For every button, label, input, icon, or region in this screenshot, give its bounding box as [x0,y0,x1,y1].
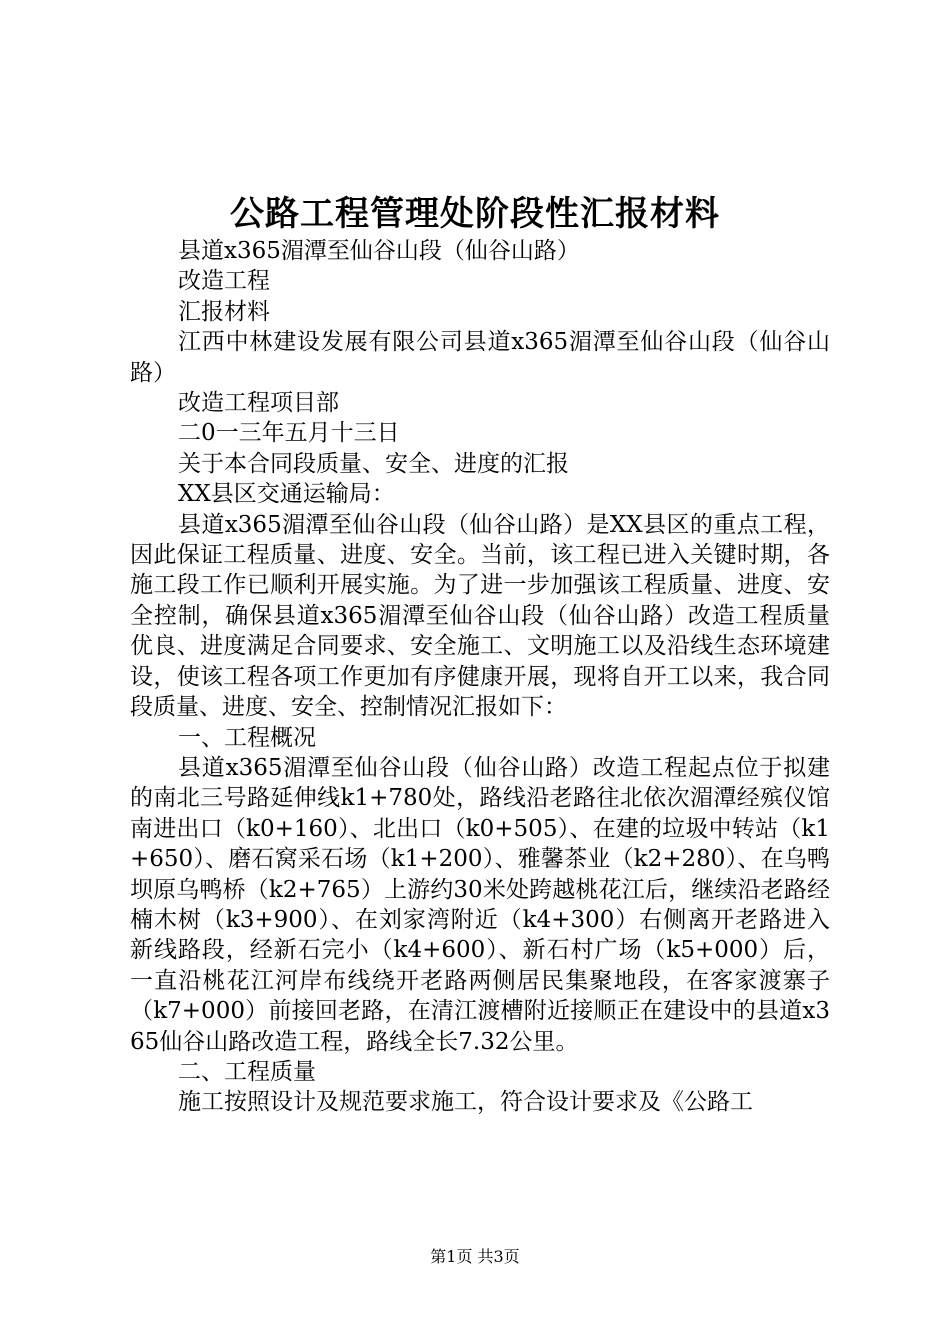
paragraph: 施工按照设计及规范要求施工，符合设计要求及《公路工 [178,1089,753,1116]
paragraph: 关于本合同段质量、安全、进度的汇报 [178,450,569,477]
paragraph: 二0一三年五月十三日 [178,420,400,447]
document-title: 公路工程管理处阶段性汇报材料 [230,194,720,234]
paragraph: 县道x365湄潭至仙谷山段（仙谷山路）是XX县区的重点工程，因此保证工程质量、进度、安全。当前，该工程已进入关键时期，各施工段工作已顺利开展实施。为了进一步加强该工程质量、进度、安全控制，确保县道x365湄潭至仙谷山段（仙谷山路）改造工程质量优良、进度满足合同要求、安全施工、文明施工以及沿线生态环境建设，使该工程各项工作更加有序健康开展，现将自开工以来，我合同段质量、进度、安全、控制情况汇报如下： [130,511,830,721]
paragraph: 改造工程项目部 [178,390,339,417]
paragraph: 县道x365湄潭至仙谷山段（仙谷山路）改造工程起点位于拟建的南北三号路延伸线k1+780处，路线沿老路往北依次湄潭经殡仪馆南进出口（k0+160）、北出口（k0+505）、在建的垃圾中转站（k1+650）、磨石窝采石场（k1+200）、雅馨茶业（k2+280）、在乌鸭坝原乌鸭桥（k2+765）上游约30米处跨越桃花江后，继续沿老路经楠木树（k3+900）、在刘家湾附近（k4+300）右侧离开老路进入新线路段，经新石完小（k4+600）、新石村广场（k5+000）后，一直沿桃花江河岸布线绕开老路两侧居民集聚地段，在客家渡寨子（k7+000）前接回老路，在清江渡槽附近接顺正在建设中的县道x365仙谷山路改造工程，路线全长7.32公里。 [130,754,830,1055]
page-footer: 第1页 共3页 [430,1247,520,1266]
section-heading: 二、工程质量 [178,1058,316,1085]
paragraph: 江西中林建设发展有限公司县道x365湄潭至仙谷山段（仙谷山路） [130,329,830,386]
paragraph: 汇报材料 [178,298,270,325]
paragraph: 县道x365湄潭至仙谷山段（仙谷山路） [178,238,580,264]
paragraph: 改造工程 [178,268,270,295]
section-heading: 一、工程概况 [178,724,316,751]
document-body [130,236,830,1118]
paragraph: XX县区交通运输局： [178,481,395,508]
